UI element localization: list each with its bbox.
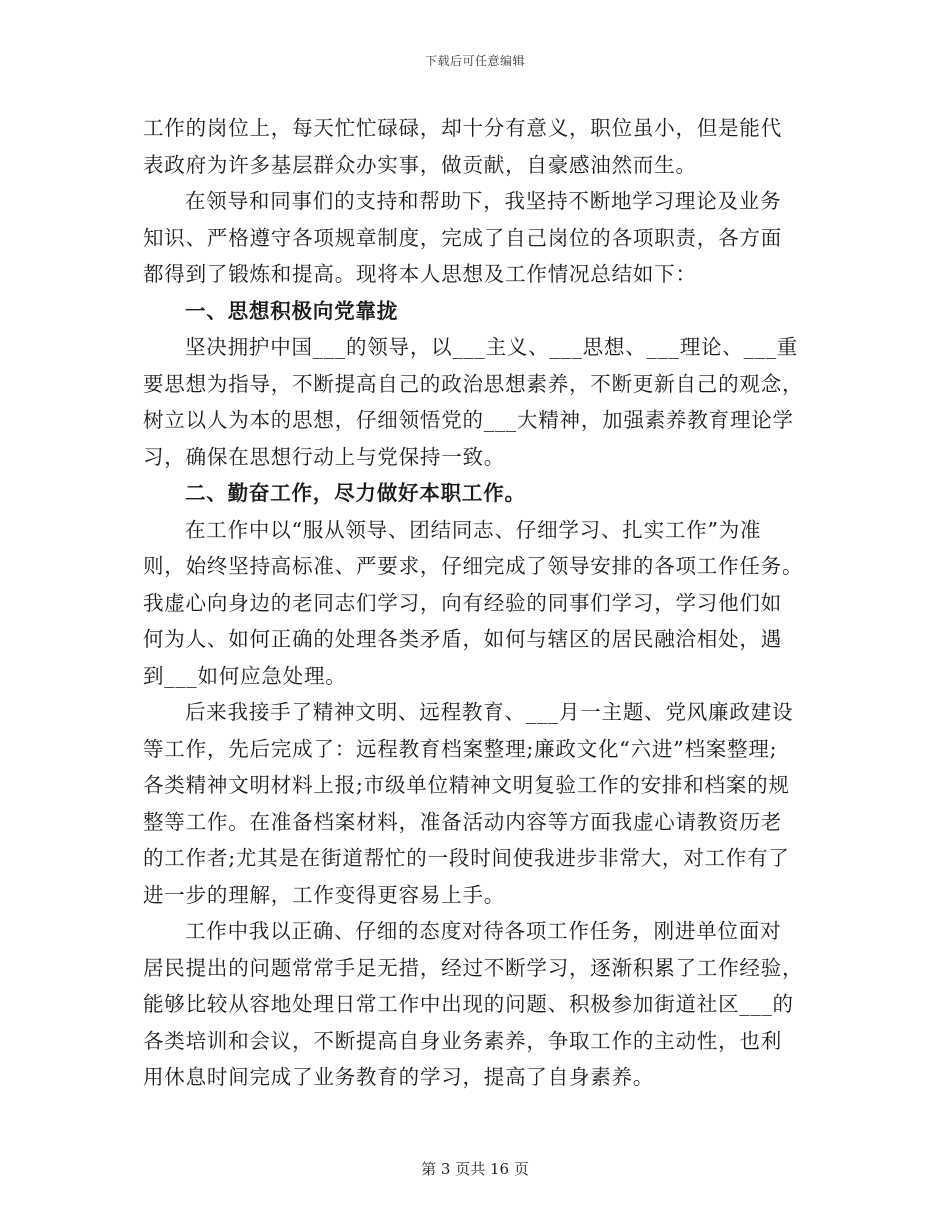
page-number-footer: 第 3 页共 16 页 bbox=[421, 1160, 529, 1178]
paragraph-start-line: 在工作中以“服从领导、团结同志、仔细学习、扎实工作”为准 bbox=[185, 517, 762, 542]
body-line: 各类培训和会议，不断提高自身业务素养，争取工作的主动性，也利 bbox=[143, 1028, 782, 1053]
body-line: 到___如何应急处理。 bbox=[143, 663, 347, 688]
body-line: 等工作，先后完成了：远程教育档案整理;廉政文化“六进”档案整理; bbox=[143, 736, 778, 761]
body-line: 进一步的理解，工作变得更容易上手。 bbox=[143, 882, 506, 907]
body-line: 树立以人为本的思想，仔细领悟党的___大精神，加强素养教育理论学 bbox=[143, 408, 794, 432]
body-line: 何为人、如何正确的处理各类矛盾，如何与辖区的居民融洽相处，遇 bbox=[143, 627, 782, 651]
body-line: 的工作者;尤其是在街道帮忙的一段时间使我进步非常大，对工作有了 bbox=[143, 846, 790, 870]
body-line: 都得到了锻炼和提高。现将本人思想及工作情况总结如下： bbox=[143, 262, 697, 286]
section-heading-2: 二、勤奋工作，尽力做好本职工作。 bbox=[185, 481, 526, 505]
body-line: 居民提出的问题常常手足无措，经过不断学习，逐渐积累了工作经验， bbox=[143, 955, 804, 980]
body-line: 能够比较从容地处理日常工作中出现的问题、积极参加街道社区___的 bbox=[143, 992, 794, 1016]
paragraph-start-line: 工作中我以正确、仔细的态度对待各项工作任务，刚进单位面对 bbox=[185, 919, 782, 943]
body-line: 表政府为许多基层群众办实事，做贡献，自豪感油然而生。 bbox=[143, 152, 697, 177]
body-line: 要思想为指导，不断提高自己的政治思想素养，不断更新自己的观念， bbox=[143, 371, 804, 396]
body-line: 我虚心向身边的老同志们学习，向有经验的同事们学习，学习他们如 bbox=[143, 590, 782, 615]
body-line: 用休息时间完成了业务教育的学习，提高了自身素养。 bbox=[143, 1065, 655, 1089]
body-line: 则，始终坚持高标准、严要求，仔细完成了领导安排的各项工作任务。 bbox=[143, 554, 804, 578]
body-line: 整等工作。在准备档案材料，准备活动内容等方面我虚心请教资历老 bbox=[143, 809, 782, 834]
body-line: 知识、严格遵守各项规章制度，完成了自己岗位的各项职责，各方面 bbox=[143, 225, 782, 250]
document-body bbox=[143, 110, 811, 1096]
body-line: 习，确保在思想行动上与党保持一致。 bbox=[143, 444, 506, 469]
body-line: 各类精神文明材料上报;市级单位精神文明复验工作的安排和档案的规 bbox=[143, 773, 790, 797]
paragraph-start-line: 后来我接手了精神文明、远程教育、___月一主题、党风廉政建设 bbox=[185, 700, 794, 724]
paragraph-start-line: 在领导和同事们的支持和帮助下，我坚持不断地学习理论及业务 bbox=[185, 189, 782, 213]
section-heading-1: 一、思想积极向党靠拢 bbox=[185, 298, 398, 323]
body-line: 工作的岗位上，每天忙忙碌碌，却十分有意义，职位虽小，但是能代 bbox=[143, 116, 782, 140]
paragraph-start-line: 坚决拥护中国___的领导，以___主义、___思想、___理论、___重 bbox=[185, 335, 799, 359]
page-header: 下载后可任意编辑 bbox=[424, 54, 525, 68]
